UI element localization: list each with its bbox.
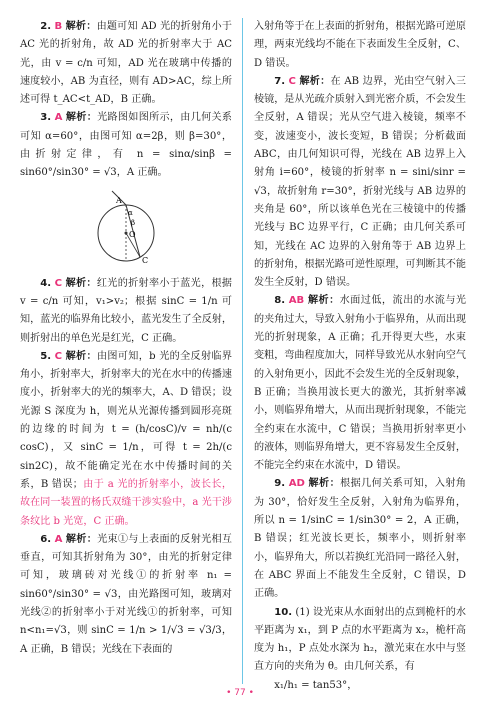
light-path-figure (76, 189, 176, 269)
label-alpha: α (128, 208, 133, 217)
q10-number: 10. (274, 606, 293, 618)
q3-paragraph (20, 109, 232, 182)
left-column (20, 18, 232, 659)
q8-number: 8. (274, 295, 286, 307)
q4-number: 4. (40, 277, 52, 289)
q7-text: 在 AB 边界，光由空气射入三棱镜，是从光疏介质射入到光密介质，不会发生全反射，A 错误；光从空气进入棱镜，频率不变，波速变小，波长变短，B 错误；分析截面 ABC，由几何知识可得，光线在 AB 边界上入射角 i=60°，棱镜的折射率 n = sini/sinr = √3，故折射角 r=30°，折射光线与 AB 边界的夹角是 60°，所以该单色光在三棱镜中的传播光线与 BC 边界平行，C 正确；由几何关系可知，光线在 AC 边界的入射角等于 AB 边界上的折射角，根据光路可逆性原理，可判断其不能发生全反射，D 错误。 (254, 75, 466, 289)
q4-answer: C (54, 277, 63, 289)
q2-tag: 解析： (65, 21, 97, 32)
q5-answer: C (54, 350, 63, 362)
q3-answer: A (54, 112, 63, 124)
q7-answer: C (288, 75, 296, 87)
q5-tag: 解析： (65, 350, 97, 362)
center-point (125, 231, 128, 234)
label-c: C (142, 255, 149, 265)
q6-answer: A (54, 533, 63, 545)
column-divider (242, 18, 243, 684)
q3-text: 光路图如图所示，由几何关系可知 α=60°，由图可知 α=2β，则 β=30°，由折射定律，有 n = sinα/sinβ = sin60°/sin30° = √3，A 正确。 (20, 112, 232, 179)
q9-paragraph (254, 475, 466, 603)
q2-text: 由题可知 AD 光的折射角小于 AC 光的折射角，故 AD 光的折射率大于 AC 光，由 v = c/n 可知，AD 光在玻璃中传播的速度较小，AB 为直径，则有 AD>AC，综上所述可得 t_AC<t_AD，B 正确。 (20, 21, 232, 106)
q2-number: 2. (40, 21, 52, 32)
q6-tag: 解析： (65, 533, 98, 545)
right-column (254, 18, 466, 695)
label-o: O (129, 229, 136, 239)
q8-paragraph (254, 292, 466, 475)
q7-paragraph (254, 73, 466, 293)
q6-number: 6. (40, 533, 52, 545)
q7-number: 7. (274, 75, 286, 87)
q4-tag: 解析： (65, 277, 97, 289)
q10-paragraph (254, 604, 466, 677)
q5-paragraph (20, 348, 232, 531)
q6-paragraph (20, 531, 232, 659)
q9-number: 9. (274, 478, 286, 490)
q9-tag: 解析： (308, 478, 341, 490)
q2-paragraph (20, 18, 232, 109)
q5-number: 5. (40, 350, 52, 362)
q2-answer: B (54, 21, 63, 32)
q3-number: 3. (40, 112, 52, 124)
q8-tag: 解析： (307, 295, 340, 307)
q4-paragraph (20, 275, 232, 348)
label-beta: β (131, 218, 136, 227)
q9-text: 根据几何关系可知，入射角为 30°，恰好发生全反射，入射角为临界角，所以 n = 1/sinC = 1/sin30° = 2，A 正确，B 错误；红光波长更长，频率小，则折射率小，临界角大，所以若换红光沿同一路径入射，在 ABC 界面上不能发生全反射，C 错误，D 正确。 (254, 478, 466, 600)
page-number: • 77 • (226, 688, 254, 698)
q6-text: 光束①与上表面的反射光相互垂直，可知其折射角为 30°，由光的折射定律可知，玻璃砖对光线①的折射率 n₁ = sin60°/sin30° = √3，由光路图可知，玻璃对光线②的折射率小于对光线①的折射率，可知 n<n₁=√3，则 sinC = 1/n > 1/√3 = √3/3，A 正确，B 错误；光线在下表面的 (20, 533, 232, 655)
q5-highlight: 由于 a 光的折射率小，波长长，故在同一装置的杨氏双缝干涉实验中，a 光干涉条纹比 b 光宽，C 正确。 (20, 478, 232, 527)
q10-text: (1) 设光束从水面射出的点到桅杆的水平距离为 x₁，到 P 点的水平距离为 x₂，桅杆高度为 h₁，P 点处水深为 h₂，激光束在水中与竖直方向的夹角为 θ。由几何关系，有 (254, 606, 466, 673)
q8-answer: AB (288, 295, 305, 307)
label-a: A (116, 195, 122, 205)
q6-cont-text: 入射角等于在上表面的折射角，根据光路可逆原理，两束光线均不能在下表面发生全反射，C、D 错误。 (254, 21, 466, 69)
q10-eq: x₁/h₁ = tan53°， (274, 679, 358, 691)
q7-tag: 解析： (299, 75, 331, 87)
q8-text: 水面过低，流出的水流与光的夹角过大，导致入射角小于临界角，从而出现光的折射现象，A 正确；孔开得更大些，水束变粗，弯曲程度加大，同样导致光从水射向空气的入射角更小，因此不会发生光的全反射现象，B 正确；当换用波长更大的激光，其折射率减小，则临界角增大，从而出现折射现象，不能完全约束在水流中，C 错误；当换用折射率更小的液体，则临界角增大，更不容易发生全反射，不能完全约束在水流中，D 错误。 (254, 295, 467, 472)
q4-text: 红光的折射率小于蓝光，根据 v = c/n 可知，v₁>v₂；根据 sinC = 1/n 可知，蓝光的临界角比较小，蓝光发生了全反射，则折射出的单色光是红光，C 正确。 (20, 277, 233, 344)
q6-continued (254, 18, 466, 73)
q9-answer: AD (288, 478, 305, 490)
q3-tag: 解析： (65, 112, 98, 124)
q5-text: 由图可知，b 光的全反射临界角小，折射率大，折射率大的光在水中的传播速度小，折射率大的光的频率大，A、D 错误；设光源 S 深度为 h，则光从光源传播到圆形亮斑的边缘的时间为 t = (h/cosC)/v = nh/(c cosC)，又 sinC = 1/n，可得 t = 2h/(c sin2C)，故不能确定光在水中传播时间的关系，B 错误； (20, 350, 232, 490)
